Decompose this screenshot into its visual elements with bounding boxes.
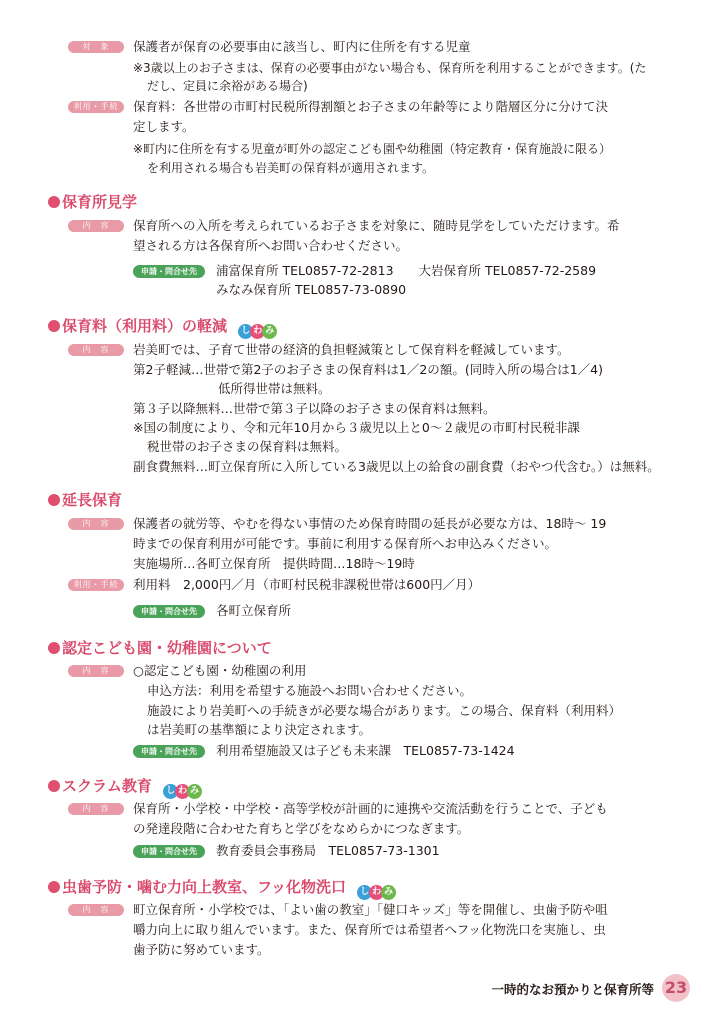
target-tag: 対 象	[68, 41, 124, 53]
content-tag: 内 容	[68, 665, 124, 677]
contact-tag: 申請・問合せ先	[133, 605, 205, 618]
extended-place-time: 実施場所…各町立保育所 提供時間…18時～19時	[133, 556, 415, 571]
extended-fee: 利用料 2,000円／月（市町村民税非課税世帯は600円／月）	[133, 577, 481, 592]
visit-contact-cont: みなみ保育所 TEL0857-73-0890	[216, 282, 407, 297]
reduction-second-child: 第2子軽減…世帯で第2子のお子さまの保育料は1／2の額。(同時入所の場合は1／4)	[133, 362, 603, 377]
intro-target-note-cont: だし、定員に余裕がある場合)	[147, 79, 308, 93]
bullet-icon	[48, 780, 60, 792]
intro-fee-note: ※町内に住所を有する児童が町外の認定こども園や幼稚園（特定教育・保育施設に限る）	[133, 142, 612, 156]
section-heading-extended: 延長保育	[48, 490, 122, 510]
fee-tag: 利用・手続	[68, 101, 124, 113]
fee-tag: 利用・手続	[68, 579, 124, 591]
reduction-national-note: ※国の制度により、令和元年10月から３歳児以上と0～２歳児の市町村民税非課	[133, 420, 580, 435]
shiwami-badge-icon: し わ み	[357, 879, 393, 900]
intro-fee-text: 保育料：各世帯の市町村民税所得割額とお子さまの年齢等により階層区分に分けて決	[133, 99, 609, 114]
extended-contact: 各町立保育所	[216, 603, 292, 618]
page-number: 23	[662, 974, 690, 1002]
section-heading-visit: 保育所見学	[48, 192, 137, 212]
reduction-text: 岩美町では、子育て世帯の経済的負担軽減策として保育料を軽減しています。	[133, 342, 570, 357]
footer-label: 一時的なお預かりと保育所等	[491, 982, 654, 997]
visit-text: 保育所への入所を考えられているお子さまを対象に、随時見学をしていただけます。希	[133, 218, 620, 233]
kindergarten-procedure-cont: は岩美町の基準額により決定されます。	[147, 722, 372, 737]
content-tag: 内 容	[68, 904, 124, 916]
content-tag: 内 容	[68, 344, 124, 356]
scrum-text-cont: の発達段階に合わせた育ちと学びをなめらかにつなぎます。	[133, 821, 470, 836]
dental-text-end: 歯予防に努めています。	[133, 942, 270, 957]
reduction-meal-fee: 副食費無料…町立保育所に入所している3歳児以上の給食の副食費（おやつ代含む。）は無料。	[133, 459, 660, 474]
intro-fee-text-cont: 定します。	[133, 119, 195, 134]
intro-target-text: 保護者が保育の必要事由に該当し、町内に住所を有する児童	[133, 39, 471, 54]
section-heading-reduction: 保育料（利用料）の軽減 し わ み	[48, 316, 274, 339]
kindergarten-usage: ○認定こども園・幼稚園の利用	[133, 663, 307, 678]
extended-text: 保護者の就労等、やむを得ない事情のため保育時間の延長が必要な方は、18時～ 19	[133, 516, 607, 531]
visit-contact: 浦富保育所 TEL0857-72-2813 大岩保育所 TEL0857-72-2589	[216, 263, 597, 278]
contact-tag: 申請・問合せ先	[133, 265, 205, 278]
content-tag: 内 容	[68, 803, 124, 815]
kindergarten-apply: 申込方法：利用を希望する施設へお問い合わせください。	[147, 683, 473, 698]
contact-tag: 申請・問合せ先	[133, 845, 205, 858]
extended-text-cont: 時までの保育利用が可能です。事前に利用する保育所へお申込みください。	[133, 536, 558, 551]
visit-text-cont: 望される方は各保育所へお問い合わせください。	[133, 238, 409, 253]
bullet-icon	[48, 320, 60, 332]
dental-text: 町立保育所・小学校では、「よい歯の教室」「健口キッズ」等を開催し、虫歯予防や咀	[133, 902, 608, 917]
section-heading-dental: 虫歯予防・噛む力向上教室、フッ化物洗口 し わ み	[48, 877, 393, 900]
bullet-icon	[48, 642, 60, 654]
bullet-icon	[48, 196, 60, 208]
kindergarten-contact: 利用希望施設又は子ども未来課 TEL0857-73-1424	[216, 743, 515, 758]
contact-tag: 申請・問合せ先	[133, 745, 205, 758]
content-tag: 内 容	[68, 518, 124, 530]
intro-target-note: ※3歳以上のお子さまは、保育の必要事由がない場合も、保育所を利用することができます。(た	[133, 61, 647, 75]
dental-text-cont: 嚼力向上に取り組んでいます。また、保育所では希望者へフッ化物洗口を実施し、虫	[133, 922, 606, 937]
reduction-low-income: 低所得世帯は無料。	[218, 381, 331, 396]
kindergarten-procedure: 施設により岩美町への手続きが必要な場合があります。この場合、保育料（利用料）	[147, 703, 622, 718]
intro-fee-note-cont: を利用される場合も岩美町の保育料が適用されます。	[147, 161, 435, 175]
section-heading-kindergarten: 認定こども園・幼稚園について	[48, 638, 272, 658]
shiwami-badge-icon: し わ み	[238, 318, 274, 339]
bullet-icon	[48, 881, 60, 893]
section-heading-scrum: スクラム教育 し わ み	[48, 776, 199, 799]
bullet-icon	[48, 494, 60, 506]
scrum-contact: 教育委員会事務局 TEL0857-73-1301	[216, 843, 440, 858]
scrum-text: 保育所・小学校・中学校・高等学校が計画的に連携や交流活動を行うことで、子ども	[133, 801, 608, 816]
shiwami-badge-icon: し わ み	[163, 778, 199, 799]
content-tag: 内 容	[68, 220, 124, 232]
reduction-third-child: 第３子以降無料…世帯で第３子以降のお子さまの保育料は無料。	[133, 401, 496, 416]
reduction-national-note-cont: 税世帯のお子さまの保育料は無料。	[147, 439, 348, 454]
